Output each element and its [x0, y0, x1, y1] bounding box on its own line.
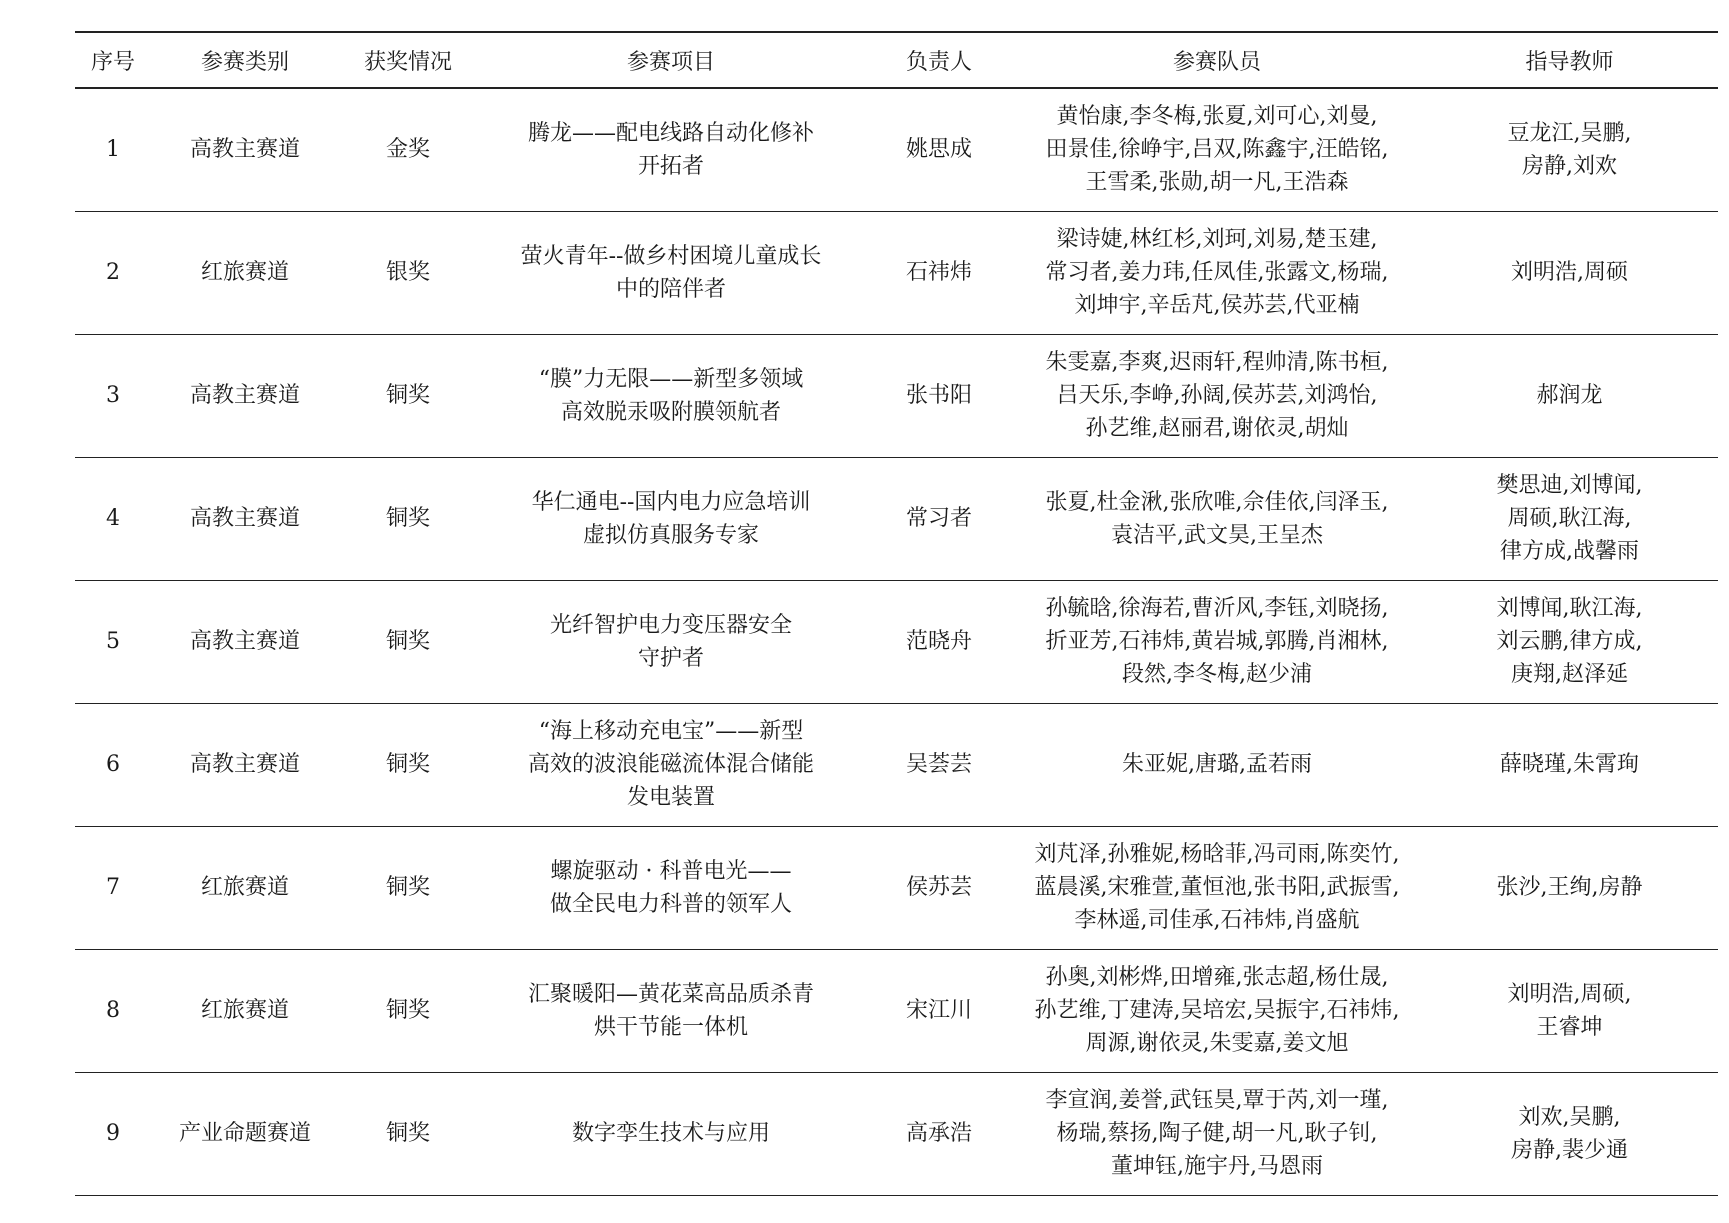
cell-no: 5: [106, 629, 120, 654]
cell-no: 6: [106, 752, 120, 777]
table-row: [75, 580, 1718, 703]
table-header-row: [75, 32, 1718, 88]
cell-members: 黄怡康,李冬梅,张夏,刘可心,刘曼, 田景佳,徐峥宇,吕双,陈鑫宇,汪皓铭, 王雪柔,张勋,胡一凡,王浩森: [1045, 104, 1389, 196]
cell-members: 孙奥,刘彬烨,田增雍,张志超,杨仕晟, 孙艺维,丁建涛,吴培宏,吴振宇,石祎炜, 周源,谢依灵,朱雯嘉,姜文旭: [1034, 965, 1400, 1056]
cell-leader: 侯苏芸: [905, 875, 972, 900]
cell-leader: 张书阳: [905, 383, 972, 408]
cell-advisors: 张沙,王绚,房静: [1496, 875, 1643, 900]
cell-leader: 吴荟芸: [905, 752, 972, 777]
awards-table: [75, 31, 1718, 1196]
cell-award: 铜奖: [385, 506, 430, 531]
cell-advisors: 薛晓瑾,朱霄珣: [1500, 752, 1639, 777]
cell-award: 铜奖: [385, 383, 430, 408]
cell-project: 螺旋驱动 · 科普电光—— 做全民电力科普的领军人: [549, 858, 792, 917]
cell-no: 9: [106, 1121, 120, 1146]
cell-project: “海上移动充电宝”——新型 高效的波浪能磁流体混合储能 发电装置: [527, 719, 814, 810]
table-row: [75, 703, 1718, 826]
cell-members: 张夏,杜金湫,张欣唯,佘佳依,闫泽玉, 袁洁平,武文昊,王呈杰: [1045, 489, 1389, 548]
cell-project: 光纤智护电力变压器安全 守护者: [549, 612, 792, 671]
cell-leader: 石祎炜: [905, 260, 972, 285]
table-row: [75, 334, 1718, 457]
cell-project: 腾龙——配电线路自动化修补 开拓者: [527, 120, 814, 179]
cell-award: 铜奖: [385, 875, 430, 900]
cell-category: 红旅赛道: [200, 875, 289, 900]
cell-award: 铜奖: [385, 629, 430, 654]
cell-members: 朱亚妮,唐璐,孟若雨: [1122, 752, 1312, 777]
cell-project: 汇聚暖阳—黄花菜高品质杀青 烘干节能一体机: [527, 981, 814, 1040]
table-row: [75, 88, 1718, 211]
cell-advisors: 刘明浩,周硕, 王睿坤: [1507, 981, 1632, 1040]
cell-no: 4: [106, 506, 120, 531]
cell-members: 刘芃泽,孙雅妮,杨晗菲,冯司雨,陈奕竹, 蓝晨溪,宋雅萱,董恒池,张书阳,武振雪, 李林遥,司佳承,石祎炜,肖盛航: [1034, 842, 1400, 933]
cell-advisors: 樊思迪,刘博闻, 周硕,耿江海, 律方成,战馨雨: [1496, 473, 1643, 564]
cell-award: 铜奖: [385, 752, 430, 777]
cell-no: 3: [106, 383, 120, 408]
cell-advisors: 刘明浩,周硕: [1511, 260, 1628, 285]
cell-advisors: 刘欢,吴鹏, 房静,裴少通: [1511, 1104, 1628, 1163]
cell-leader: 常习者: [905, 506, 972, 531]
cell-members: 孙毓晗,徐海若,曹沂风,李钰,刘晓扬, 折亚芳,石祎炜,黄岩城,郭腾,肖湘林, 段然,李冬梅,赵少浦: [1045, 596, 1389, 687]
cell-no: 2: [106, 260, 120, 285]
cell-advisors: 豆龙江,吴鹏, 房静,刘欢: [1507, 120, 1632, 179]
cell-leader: 范晓舟: [905, 629, 972, 654]
header-project: 参赛项目: [477, 32, 865, 88]
cell-award: 金奖: [385, 137, 430, 163]
cell-advisors: 刘博闻,耿江海, 刘云鹏,律方成, 庚翔,赵泽延: [1496, 596, 1643, 687]
table-row: [75, 826, 1718, 949]
cell-category: 高教主赛道: [189, 752, 300, 777]
cell-category: 高教主赛道: [189, 629, 300, 654]
table-row: [75, 949, 1718, 1072]
cell-category: 高教主赛道: [189, 383, 300, 408]
cell-award: 铜奖: [385, 998, 430, 1023]
cell-project: 华仁通电--国内电力应急培训 虚拟仿真服务专家: [531, 489, 811, 548]
cell-category: 红旅赛道: [200, 998, 289, 1023]
cell-category: 高教主赛道: [189, 506, 300, 531]
cell-project: “膜”力无限——新型多领域 高效脱汞吸附膜领航者: [538, 366, 804, 425]
cell-award: 铜奖: [385, 1121, 430, 1146]
cell-no: 8: [106, 998, 120, 1023]
cell-advisors: 郝润龙: [1536, 383, 1603, 408]
cell-no: 7: [106, 875, 120, 900]
cell-category: 高教主赛道: [189, 137, 300, 163]
header-award: 获奖情况: [339, 32, 477, 88]
cell-members: 梁诗婕,林红杉,刘珂,刘易,楚玉建, 常习者,姜力玮,任凤佳,张露文,杨瑞, 刘坤宇,辛岳芃,侯苏芸,代亚楠: [1045, 227, 1389, 318]
cell-category: 红旅赛道: [200, 260, 289, 285]
cell-project: 萤火青年--做乡村困境儿童成长 中的陪伴者: [520, 243, 822, 302]
table-row: [75, 457, 1718, 580]
cell-leader: 宋江川: [905, 998, 972, 1023]
awards-table-container: [75, 31, 1662, 1196]
cell-no: 1: [106, 137, 120, 163]
cell-members: 朱雯嘉,李爽,迟雨轩,程帅清,陈书桓, 吕天乐,李峥,孙阔,侯苏芸,刘鸿怡, 孙艺维,赵丽君,谢依灵,胡灿: [1045, 350, 1389, 441]
cell-award: 银奖: [385, 260, 430, 285]
header-category: 参赛类别: [151, 32, 339, 88]
table-row: [75, 211, 1718, 334]
header-no: 序号: [75, 32, 151, 88]
cell-category: 产业命题赛道: [178, 1121, 311, 1146]
cell-leader: 姚思成: [905, 137, 972, 163]
cell-leader: 高承浩: [905, 1121, 972, 1146]
cell-project: 数字孪生技术与应用: [571, 1121, 770, 1146]
header-advisors: 指导教师: [1421, 32, 1718, 88]
table-row: [75, 1072, 1718, 1195]
header-leader: 负责人: [865, 32, 1013, 88]
cell-members: 李宣润,姜誉,武钰昊,覃于芮,刘一瑾, 杨瑞,蔡扬,陶子健,胡一凡,耿子钊, 董坤钰,施宇丹,马恩雨: [1045, 1088, 1389, 1179]
header-members: 参赛队员: [1013, 32, 1421, 88]
